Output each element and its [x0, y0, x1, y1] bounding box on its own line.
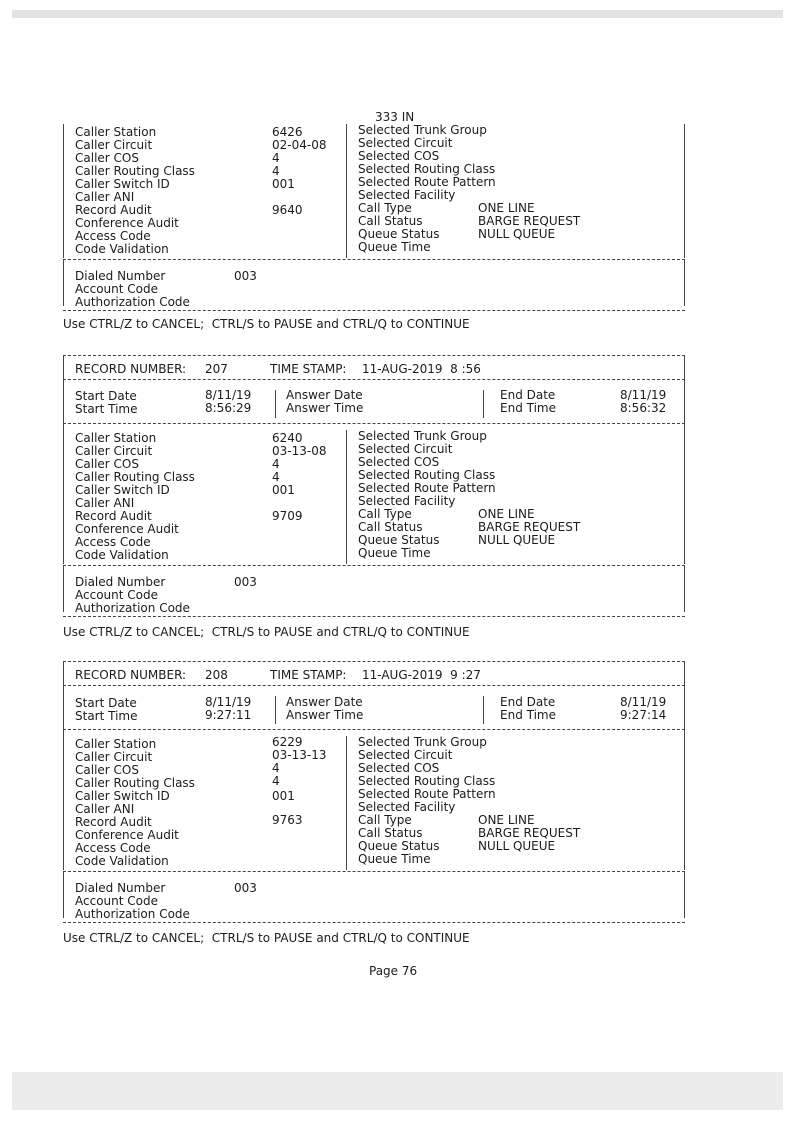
queue-time-label: Queue Time — [358, 546, 431, 560]
selected-routing-class-label: Selected Routing Class — [358, 162, 496, 176]
start-time-label: Start Time — [75, 709, 138, 723]
time-stamp-label: TIME STAMP: — [270, 668, 347, 682]
record-audit-value: 9763 — [272, 813, 303, 827]
caller-station-label: Caller Station — [75, 737, 157, 751]
dialed-number-value: 003 — [234, 881, 257, 895]
caller-cos-label: Caller COS — [75, 151, 139, 165]
start-date-label: Start Date — [75, 696, 137, 710]
right-border — [684, 124, 685, 258]
caller-cos-value: 4 — [272, 151, 280, 165]
record-number-label: RECORD NUMBER: — [75, 668, 187, 682]
answer-time-label: Answer Time — [286, 401, 364, 415]
caller-routing-class-value: 4 — [272, 774, 280, 788]
access-code-label: Access Code — [75, 841, 151, 855]
record-audit-value: 9640 — [272, 203, 303, 217]
call-status-value: BARGE REQUEST — [478, 826, 581, 840]
start-date-label: Start Date — [75, 389, 137, 403]
caller-routing-class-label: Caller Routing Class — [75, 470, 195, 484]
caller-routing-class-value: 4 — [272, 470, 280, 484]
conference-audit-label: Conference Audit — [75, 216, 179, 230]
caller-circuit-label: Caller Circuit — [75, 138, 153, 152]
end-date-value: 8/11/19 — [620, 695, 667, 709]
answer-date-label: Answer Date — [286, 388, 363, 402]
record-number-label: RECORD NUMBER: — [75, 362, 187, 376]
right-border — [684, 686, 685, 730]
record-audit-value: 9709 — [272, 509, 303, 523]
call-type-label: Call Type — [358, 813, 412, 827]
right-border — [684, 730, 685, 870]
selected-trunk-group-label: Selected Trunk Group — [358, 123, 487, 137]
authorization-code-label: Authorization Code — [75, 907, 190, 921]
trunk-group-value: 333 IN — [375, 110, 415, 124]
divider — [63, 616, 685, 617]
column-divider — [483, 390, 484, 418]
left-border — [63, 124, 64, 258]
selected-route-pattern-label: Selected Route Pattern — [358, 787, 496, 801]
start-date-value: 8/11/19 — [205, 695, 252, 709]
record-number-value: 208 — [205, 668, 228, 682]
time-stamp-value: 11-AUG-2019 9 :27 — [362, 668, 481, 682]
conference-audit-label: Conference Audit — [75, 522, 179, 536]
queue-time-label: Queue Time — [358, 852, 431, 866]
caller-ani-label: Caller ANI — [75, 802, 135, 816]
scan-bottom-edge — [12, 1072, 783, 1110]
selected-trunk-group-label: Selected Trunk Group — [358, 735, 487, 749]
caller-circuit-value: 03-13-13 — [272, 748, 327, 762]
code-validation-label: Code Validation — [75, 242, 169, 256]
call-status-label: Call Status — [358, 826, 423, 840]
caller-circuit-label: Caller Circuit — [75, 444, 153, 458]
record-audit-label: Record Audit — [75, 815, 152, 829]
left-border — [63, 686, 64, 730]
call-status-label: Call Status — [358, 520, 423, 534]
caller-cos-label: Caller COS — [75, 763, 139, 777]
queue-time-label: Queue Time — [358, 240, 431, 254]
right-border — [684, 872, 685, 918]
end-time-value: 9:27:14 — [620, 708, 667, 722]
call-type-label: Call Type — [358, 507, 412, 521]
dialed-number-label: Dialed Number — [75, 269, 166, 283]
right-border — [684, 380, 685, 424]
code-validation-label: Code Validation — [75, 854, 169, 868]
queue-status-label: Queue Status — [358, 533, 440, 547]
left-border — [63, 566, 64, 612]
call-type-value: ONE LINE — [478, 507, 535, 521]
caller-routing-class-label: Caller Routing Class — [75, 164, 195, 178]
left-border — [63, 424, 64, 564]
end-time-label: End Time — [500, 708, 556, 722]
access-code-label: Access Code — [75, 229, 151, 243]
dialed-number-label: Dialed Number — [75, 881, 166, 895]
caller-station-value: 6426 — [272, 125, 303, 139]
code-validation-label: Code Validation — [75, 548, 169, 562]
caller-switch-id-value: 001 — [272, 177, 295, 191]
selected-trunk-group-label: Selected Trunk Group — [358, 429, 487, 443]
caller-routing-class-value: 4 — [272, 164, 280, 178]
divider — [63, 922, 685, 923]
caller-circuit-value: 02-04-08 — [272, 138, 327, 152]
caller-circuit-label: Caller Circuit — [75, 750, 153, 764]
selected-facility-label: Selected Facility — [358, 494, 456, 508]
call-type-label: Call Type — [358, 201, 412, 215]
column-divider — [483, 696, 484, 724]
start-time-value: 8:56:29 — [205, 401, 252, 415]
divider — [63, 661, 685, 662]
queue-status-value: NULL QUEUE — [478, 839, 556, 853]
footer-prompt: Use CTRL/Z to CANCEL; CTRL/S to PAUSE and CTRL/Q to CONTINUE — [63, 931, 470, 945]
answer-date-label: Answer Date — [286, 695, 363, 709]
divider — [63, 423, 685, 424]
start-date-value: 8/11/19 — [205, 388, 252, 402]
selected-facility-label: Selected Facility — [358, 800, 456, 814]
queue-status-label: Queue Status — [358, 839, 440, 853]
caller-switch-id-value: 001 — [272, 483, 295, 497]
right-border — [684, 566, 685, 612]
time-stamp-label: TIME STAMP: — [270, 362, 347, 376]
divider — [63, 871, 685, 872]
access-code-label: Access Code — [75, 535, 151, 549]
selected-circuit-label: Selected Circuit — [358, 442, 453, 456]
divider — [63, 729, 685, 730]
record-audit-label: Record Audit — [75, 203, 152, 217]
caller-cos-value: 4 — [272, 761, 280, 775]
right-border — [684, 260, 685, 306]
account-code-label: Account Code — [75, 588, 158, 602]
account-code-label: Account Code — [75, 282, 158, 296]
divider — [63, 685, 685, 686]
divider — [63, 259, 685, 260]
center-divider — [346, 736, 347, 870]
selected-route-pattern-label: Selected Route Pattern — [358, 481, 496, 495]
end-time-value: 8:56:32 — [620, 401, 667, 415]
caller-station-value: 6229 — [272, 735, 303, 749]
selected-circuit-label: Selected Circuit — [358, 748, 453, 762]
end-date-label: End Date — [500, 388, 556, 402]
queue-status-label: Queue Status — [358, 227, 440, 241]
end-date-value: 8/11/19 — [620, 388, 667, 402]
caller-station-label: Caller Station — [75, 431, 157, 445]
selected-facility-label: Selected Facility — [358, 188, 456, 202]
selected-circuit-label: Selected Circuit — [358, 136, 453, 150]
caller-ani-label: Caller ANI — [75, 496, 135, 510]
divider — [63, 355, 685, 356]
time-stamp-value: 11-AUG-2019 8 :56 — [362, 362, 481, 376]
start-time-value: 9:27:11 — [205, 708, 252, 722]
dialed-number-value: 003 — [234, 575, 257, 589]
caller-switch-id-value: 001 — [272, 789, 295, 803]
call-status-value: BARGE REQUEST — [478, 214, 581, 228]
caller-station-value: 6240 — [272, 431, 303, 445]
selected-routing-class-label: Selected Routing Class — [358, 774, 496, 788]
left-border — [63, 380, 64, 424]
selected-cos-label: Selected COS — [358, 149, 440, 163]
authorization-code-label: Authorization Code — [75, 295, 190, 309]
left-border — [63, 730, 64, 870]
divider — [63, 310, 685, 311]
call-status-value: BARGE REQUEST — [478, 520, 581, 534]
account-code-label: Account Code — [75, 894, 158, 908]
caller-station-label: Caller Station — [75, 125, 157, 139]
selected-cos-label: Selected COS — [358, 455, 440, 469]
selected-route-pattern-label: Selected Route Pattern — [358, 175, 496, 189]
caller-cos-label: Caller COS — [75, 457, 139, 471]
dialed-number-label: Dialed Number — [75, 575, 166, 589]
selected-routing-class-label: Selected Routing Class — [358, 468, 496, 482]
end-date-label: End Date — [500, 695, 556, 709]
left-border — [63, 872, 64, 918]
left-border — [63, 260, 64, 306]
queue-status-value: NULL QUEUE — [478, 533, 556, 547]
record-audit-label: Record Audit — [75, 509, 152, 523]
caller-ani-label: Caller ANI — [75, 190, 135, 204]
divider — [63, 565, 685, 566]
caller-switch-id-label: Caller Switch ID — [75, 789, 170, 803]
right-border — [684, 424, 685, 564]
caller-circuit-value: 03-13-08 — [272, 444, 327, 458]
column-divider — [275, 696, 276, 724]
queue-status-value: NULL QUEUE — [478, 227, 556, 241]
call-status-label: Call Status — [358, 214, 423, 228]
call-type-value: ONE LINE — [478, 813, 535, 827]
dialed-number-value: 003 — [234, 269, 257, 283]
conference-audit-label: Conference Audit — [75, 828, 179, 842]
footer-prompt: Use CTRL/Z to CANCEL; CTRL/S to PAUSE and CTRL/Q to CONTINUE — [63, 625, 470, 639]
answer-time-label: Answer Time — [286, 708, 364, 722]
selected-cos-label: Selected COS — [358, 761, 440, 775]
footer-prompt: Use CTRL/Z to CANCEL; CTRL/S to PAUSE and CTRL/Q to CONTINUE — [63, 317, 470, 331]
caller-routing-class-label: Caller Routing Class — [75, 776, 195, 790]
authorization-code-label: Authorization Code — [75, 601, 190, 615]
record-number-value: 207 — [205, 362, 228, 376]
page-number: Page 76 — [369, 964, 418, 978]
caller-switch-id-label: Caller Switch ID — [75, 177, 170, 191]
caller-switch-id-label: Caller Switch ID — [75, 483, 170, 497]
caller-cos-value: 4 — [272, 457, 280, 471]
divider — [63, 379, 685, 380]
center-divider — [346, 430, 347, 564]
center-divider — [346, 124, 347, 258]
call-type-value: ONE LINE — [478, 201, 535, 215]
end-time-label: End Time — [500, 401, 556, 415]
start-time-label: Start Time — [75, 402, 138, 416]
column-divider — [275, 390, 276, 418]
